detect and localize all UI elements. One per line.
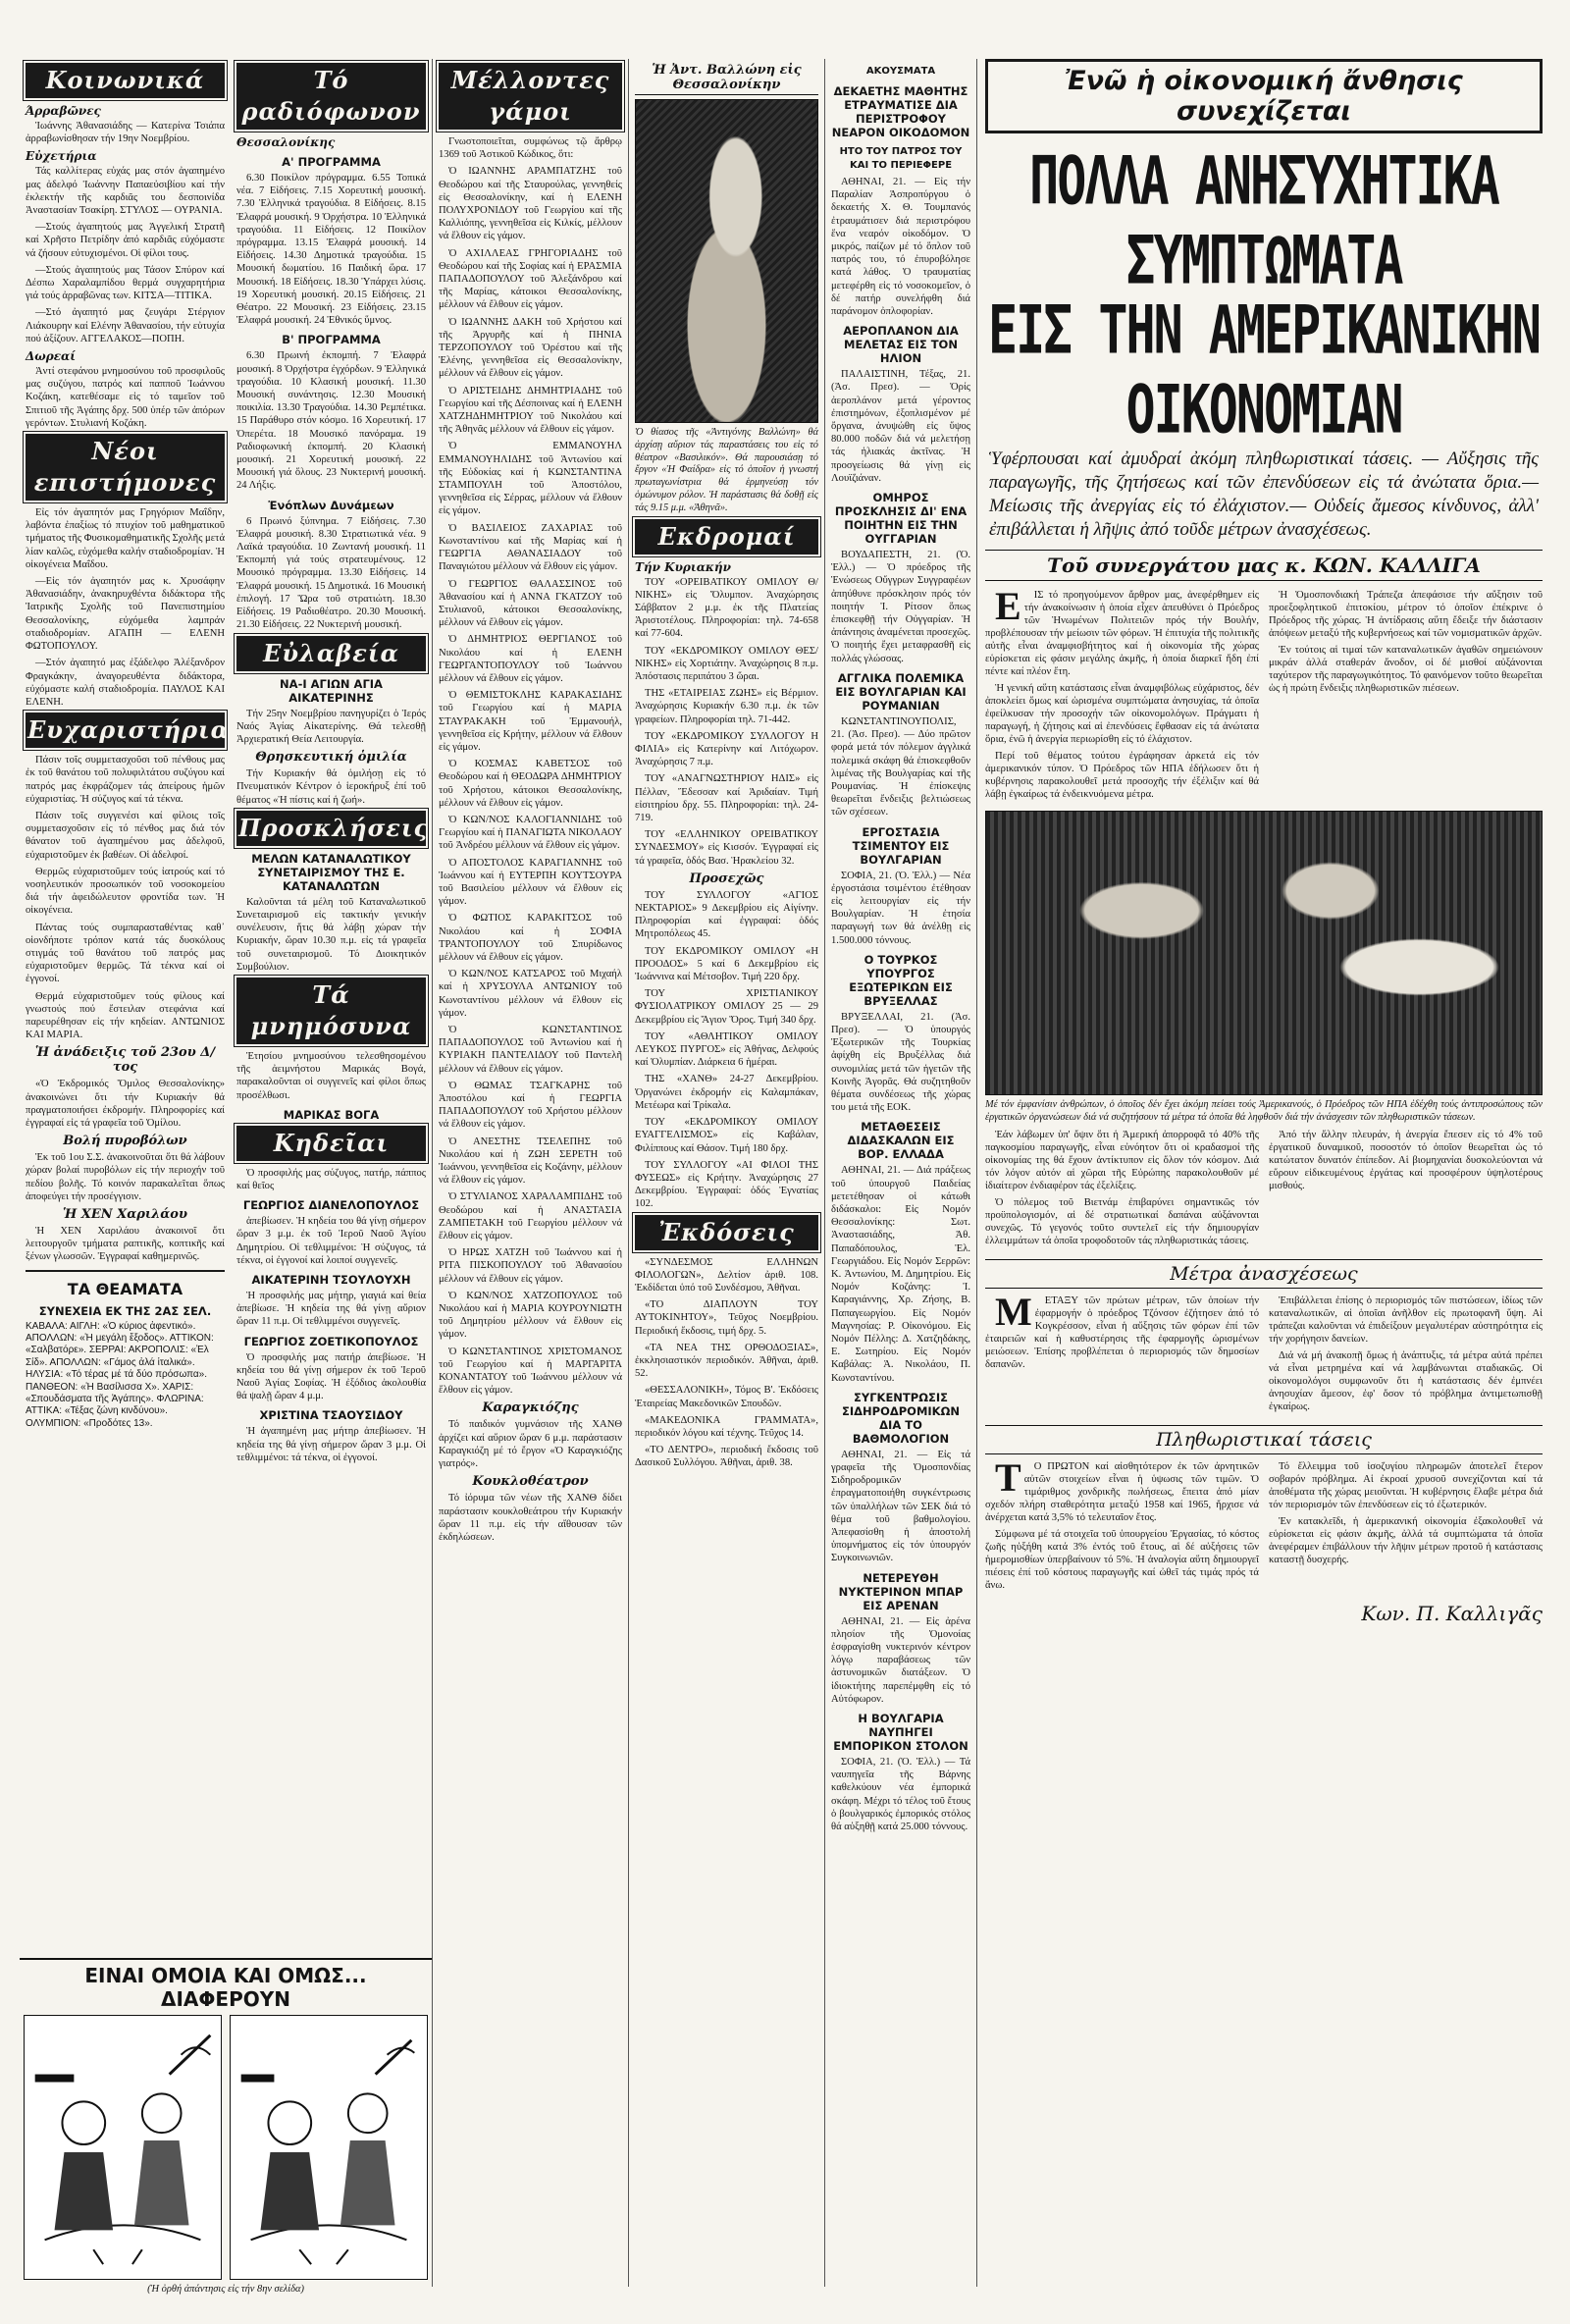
section-title-funerals: Κηδεῖαι xyxy=(236,1126,426,1161)
list-item: Ὁ ΑΠΟΣΤΟΛΟΣ ΚΑΡΑΓΙΑΝΝΗΣ τοῦ Ἰωάννου καί ἡ ΕΥΤΕΡΠΗ ΚΟΥΤΣΟΥΡΑ τοῦ Βασιλείου μέλλουν νά ἔλθουν εἰς γάμον. xyxy=(439,857,622,908)
list-item: ΤΟΥ «ΑΘΛΗΤΙΚΟΥ ΟΜΙΛΟΥ ΛΕΥΚΟΣ ΠΥΡΓΟΣ» εἰς Ἀθήνας, Δελφούς καί Ὀλυμπίαν. Διάρκεια 6 ἡμέραι. xyxy=(635,1030,818,1069)
program-a-text: 6.30 Ποικίλον πρόγραμμα. 6.55 Τοπικά νέα. 7 Εἰδήσεις. 7.15 Χορευτική μουσική. 7.30 Ἑλληνικά τραγούδια. 8 Εἰδήσεις. 8.15 Ἐλαφρά μουσική. 9 Ὀρχήστρα. 10 Ἑλληνικά τραγούδια. 11 Εἰδήσεις. 12 Ποικίλον πρόγραμμα. 13.15 Ἐλαφρά μουσική. 14 Εἰδήσεις. 14.30 Δημοτικά τραγούδια. 15 Μουσική δωματίου. 16 Παιδική ὥρα. 17 Μουσική. 18 Εἰδήσεις. 18.30 Ὑπάρχει λύσις. 19 Χορευτική μουσική. 20.15 Εἰδήσεις. 21 Θέατρο. 22 Μουσική. 23 Εἰδήσεις. 23.15 Ἐλαφρά μουσική. 24 Ἐθνικός ὕμνος. xyxy=(236,173,426,327)
list-item: Ὁ ΒΑΣΙΛΕΙΟΣ ΖΑΧΑΡΙΑΣ τοῦ Κωνσταντίνου καί τῆς Μαρίας καί ἡ ΓΕΩΡΓΙΑ ΑΘΑΝΑΣΙΑΔΟΥ τοῦ Παναγιώτου μέλλουν νά ἔλθουν εἰς γάμον. xyxy=(439,522,622,573)
list-item: ΤΟΥ «ΕΚΔΡΟΜΙΚΟΥ ΣΥΛΛΟΓΟΥ Η ΦΙΛΙΑ» εἰς Κατερίνην καί Λιτόχωρον. Ἀναχώρησις 7 π.μ. xyxy=(635,730,818,768)
list-item: Ὁ ΑΧΙΛΛΕΑΣ ΓΡΗΓΟΡΙΑΔΗΣ τοῦ Θεοδώρου καί τῆς Σοφίας καί ἡ ΕΡΑΣΜΙΑ ΠΑΠΑΔΟΠΟΥΛΟΥ τοῦ Ἀλεξάνδρου καί τῆς Μαρίας, κάτοικοι Θεσσαλονίκης, μέλλουν νά ἔλθουν εἰς γάμον. xyxy=(439,247,622,311)
section-title-piety: Εὐλαβεία xyxy=(236,636,426,671)
headline: ΜΕΤΑΘΕΣΕΙΣ ΔΙΔΑΣΚΑΛΩΝ ΕΙΣ ΒΟΡ. ΕΛΛΑΔΑ xyxy=(847,1120,955,1162)
article-top-columns xyxy=(985,584,1543,805)
kicker: ΑΚΟΥΣΜΑΤΑ xyxy=(865,66,936,77)
text: Τό παιδικόν γυμνάσιον τῆς ΧΑΝΘ ἀρχίζει καί αὔριον ὥραν 6 μ.μ. παράστασιν Καραγκιόζη μέ τό ἔργον «Ὁ Καραγκιόζης γιατρός». xyxy=(439,1419,622,1470)
text: —Στό ἀγαπητό μας ζευγάρι Στέργιον Λιάκουρην καί Ελένην Ἀθανασίου, τήν εὐτυχία πού ἀξίζουν. ΑΓΓΕΛΑΚΟΣ—ΠΟΠΗ. xyxy=(26,307,225,344)
list-item: ΤΟΥ ΕΚΔΡΟΜΙΚΟΥ ΟΜΙΛΟΥ «Η ΠΡΟΟΔΟΣ» 5 καί 6 Δεκεμβρίου εἰς Ἰωάννινα καί Μέτσοβον. Τιμή 220 δρχ. xyxy=(635,945,818,983)
text: Ἐάν λάβωμεν ὑπ' ὄψιν ὅτι ἡ Ἀμερική ἀπορροφᾶ τό 40% τῆς παγκοσμίου παραγωγῆς, εἶναι εὐνόητον ὅτι οἱ κραδασμοί τῆς οἰκονομίας της θά ἔχουν ἀντίκτυπον εἰς ὅλον τόν κόσμον. Διά τόν λόγον αὐτόν αἱ χῶραι τῆς Εὐρώπης παρακολουθοῦν μέ ἰδιαίτερον ἐνδιαφέρον τάς ἐξελίξεις. xyxy=(985,1129,1259,1191)
photo-caption: Ὁ θίασος τῆς «Ἀντιγόνης Βαλλώνη» θά ἀρχίσῃ αὔριον τάς παραστάσεις του εἰς τό θέατρον «Βασιλικόν». Θά παρουσιάσῃ τό ἔργον «Ἡ Φαίδρα» εἰς τό ὁποῖον ἡ γνωστή πρωταγωνίστρια θά ἑρμηνεύσῃ τόν ὁμώνυμον ρόλον. Ἡ παράστασις θά δοθῇ εἰς τάς 9.15 μ.μ. «Ἀθηνᾶ». xyxy=(635,427,818,513)
text: Καλοῦνται τά μέλη τοῦ Καταναλωτικοῦ Συνεταιρισμοῦ εἰς τακτικήν γενικήν συνέλευσιν, ἥτις θά λάβῃ χώραν τήν Κυριακήν, ὥραν 10.30 π.μ. εἰς τά γραφεῖα τοῦ συνεταιρισμοῦ. Τό Διοικητικόν Συμβούλιον. xyxy=(236,896,426,973)
article-middle-columns xyxy=(985,1129,1543,1251)
section-title-new-scientists: Νέοι επιστήμονες xyxy=(26,434,225,501)
section-title-thanks: Ευχαριστήρια xyxy=(26,713,225,748)
section-title-radio: Τό ραδιόφωνον xyxy=(236,63,426,130)
list-item: «ΘΕΣΣΑΛΟΝΙΚΗ», Τόμος Β'. Ἐκδόσεις Ἑταιρείας Μακεδονικῶν Σπουδῶν. xyxy=(635,1385,818,1409)
text: —Στούς ἀγαπητούς μας Τάσον Σπύρον καί Δέσπω Χαραλαμπίδου θερμά συγχαρητήρια γιά τούς ἀρραβῶνας των. ΚΙΤΣΑ—ΤΙΤΙΚΑ. xyxy=(26,264,225,302)
list-item: Ὁ ΑΝΕΣΤΗΣ ΤΣΕΛΕΠΗΣ τοῦ Νικολάου καί ἡ ΖΩΗ ΣΕΡΕΤΗ τοῦ Ἰωάννου, γεννηθεῖσα εἰς Κοζάνην, μέλλουν νά ἔλθουν εἰς γάμον. xyxy=(439,1136,622,1187)
column-radio xyxy=(231,59,432,1953)
list-item: Ὁ ΦΩΤΙΟΣ ΚΑΡΑΚΙΤΣΟΣ τοῦ Νικολάου καί ἡ ΣΟΦΙΑ ΤΡΑΝΤΟΠΟΥΛΟΥ τοῦ Σπυρίδωνος μέλλουν νά ἔλθουν εἰς γάμον. xyxy=(439,913,622,963)
list-item: Ὁ ΚΩΝ/ΝΟΣ ΚΑΤΣΑΡΟΣ τοῦ Μιχαήλ καί ἡ ΧΡΥΣΟΥΛΑ ΑΝΤΩΝΙΟΥ τοῦ Κωνσταντίνου μέλλουν νά ἔλθουν εἰς γάμον. xyxy=(439,969,622,1019)
section-title-publications: Ἐκδόσεις xyxy=(635,1215,818,1250)
list-item: Ὁ ΑΡΙΣΤΕΙΔΗΣ ΔΗΜΗΤΡΙΑΔΗΣ τοῦ Γεωργίου καί τῆς Δέσποινας καί ἡ ΕΛΕΝΗ ΧΑΤΖΗΔΗΜΗΤΡΙΟΥ τοῦ Νικολάου καί τῆς Ἀθηνᾶς μέλλουν νά ἔλθουν εἰς γάμον. xyxy=(439,385,622,436)
text: ΣΟΦΙΑ, 21. (Ὁ. Ἑλλ.) — Νέα ἐργοστάσια τσιμέντου ἐτέθησαν εἰς λειτουργίαν εἰς τήν Βουλγαρίαν. Ἡ ἐτησία παραγωγή των θά ἀνέλθῃ εἰς 1.500.000 τόννους. xyxy=(831,870,970,946)
article-lead: Ὑφέρπουσαι καί ἀμυδραί ἀκόμη πληθωριστικαί τάσεις. — Αὔξησις τῆς παραγωγῆς, τῆς ζητήσεως καί τῶν ἐπενδύσεων εἰς τά ἀνώτατα ὅρια.— Μείωσις τῆς ἀνεργίας εἰς τό ἐλάχιστον.— Οὐδείς ἄμεσος κίνδυνος, ἀλλ' ἐπιβάλλεται ἡ λῆψις ἀπό τοῦδε μέτρων ἀνασχέσεως. xyxy=(989,449,1539,540)
excursions-list xyxy=(635,576,818,868)
list-item: ΤΗΣ «ΧΑΝΘ» 24-27 Δεκεμβρίου. Ὀργανώνει ἐκδρομήν εἰς Καλαμπάκαν, Μετέωρα καί Τρίκαλα. xyxy=(635,1074,818,1111)
text: Ἀπό τήν ἄλλην πλευράν, ἡ ἀνεργία ἔπεσεν εἰς τό 4% τοῦ ἐργατικοῦ δυναμικοῦ, ποσοστόν τό ὁποῖον θεωρεῖται ὡς τό κατώτατον δυνατόν ἐπίπεδον. Αἱ βιομηχανίαι δυσκολεύονται νά εὕρουν εἰδικευμένους ἐργάτας καί προσφέρουν ὑψηλοτέρους μισθούς. xyxy=(1269,1129,1543,1191)
text: ΚΩΝΣΤΑΝΤΙΝΟΥΠΟΛΙΣ, 21. (Ἀσ. Πρεσ). — Δύο πρῶτον φορά μετά τόν πόλεμον ἀγγλικά πολεμικά σκάφη θά ἐπισκεφθοῦν λιμένας τῆς Βουλγαρίας καί τῆς Ρουμανίας. Ἡ ἐπίσκεψις θεωρεῖται ἔνδειξις βελτιώσεως τῶν σχέσεων. xyxy=(831,715,970,819)
text: Πάντας τούς συμπαρασταθέντας καθ᾽ οἱονδήποτε τρόπον κατά τάς δυσκόλους στιγμάς τοῦ θανάτου τοῦ πατρός μας εὐχαριστοῦμεν θερμῶς. Τά τέκνα καί οἱ ἐγγονοί. xyxy=(26,922,225,985)
article-kicker: Ἐνῶ ἡ οἰκονομική ἄνθησις συνεχίζεται xyxy=(985,59,1543,133)
column-excursions xyxy=(628,59,824,2287)
text: Τήν 25ην Νοεμβρίου πανηγυρίζει ὁ Ἱερός Ναός Ἁγίας Αἰκατερίνης. Θά τελεσθῇ Ἀρχιερατική Θεία Λειτουργία. xyxy=(236,708,426,745)
heading: Ἡ ΧΕΝ Χαριλάου xyxy=(63,1207,187,1222)
text: ΜΕΤΑΞΥ τῶν πρώτων μέτρων, τῶν ὁποίων τήν ἐφαρμογήν ὁ πρόεδρος Τζόνσον ἐζήτησεν ἀπό τό Κογκρέσσον, εἶναι ἡ αὔξησις τῶν φόρων ἐπί τῶν ἐταιρειῶν καί ἡ καθυστέρησις τῆς ἐφαρμογῆς ὡρισμένων μειώσεων. Ἐπίσης προβλέπεται ὁ περιορισμός τῶν δημοσίων δαπανῶν. xyxy=(985,1289,1259,1370)
text: Ἡ Ὁμοσπονδιακή Τράπεζα ἀπεφάσισε τήν αὔξησιν τοῦ προεξοφλητικοῦ ἐπιτοκίου, μέτρον τό ὁποῖον ἐπέκρινε ὁ Πρόεδρος τῆς χώρας. Ἡ ἀντίδρασις αὕτη ἔδειξε τήν διάστασιν ἀπόψεων μεταξύ τῆς κυβερνήσεως καί τῶν νομισματικῶν ἀρχῶν. xyxy=(1269,590,1543,639)
text: —Στούς ἀγαπητούς μας Ἀγγελική Στρατῆ καί Χρῆστο Πετρίδην ἀπό καρδιᾶς εὐχόμαστε νά ζήσουν εὐτυχισμένοι. Οἱ φίλοι τους. xyxy=(26,222,225,259)
article-photo-caption: Μέ τόν ἐμφανίσιν ἀνθρώπων, ὁ ὁποῖος δέν ἔχει ἀκόμη πείσει τούς Ἀμερικανούς, ὁ Πρόεδρος τῶν ΗΠΑ ἐδέχθη τούς ἀντιπροσώπους τῶν ἐργατικῶν ὀργανώσεων διά νά συζητήσουν τά μέτρα τά ὁποῖα θά ληφθοῦν διά τήν ἀνάσχεσιν τῶν πληθωριστικῶν τάσεων. xyxy=(985,1099,1543,1123)
text: Ἡ ἀγαπημένη μας μήτηρ ἀπεβίωσεν. Ἡ κηδεία της θά γίνῃ σήμερον ὥραν 3 μ.μ. Οἱ τεθλιμμένοι: τά τέκνα, οἱ ἐγγονοί. xyxy=(236,1426,426,1463)
section-title-society: Κοινωνικά xyxy=(26,63,225,98)
name: ΜΑΡΙΚΑΣ ΒΟΓΑ xyxy=(283,1107,380,1122)
list-item: ΤΟΥ «ΕΛΛΗΝΙΚΟΥ ΟΡΕΙΒΑΤΙΚΟΥ ΣΥΝΔΕΣΜΟΥ» εἰς Κισσόν. Ἐγγραφαί εἰς τά γραφεῖα, ὁδός Βασ. Ἡρακλείου 32. xyxy=(635,829,818,867)
section-title-invitations: Προσκλήσεις xyxy=(236,811,426,846)
text: Γνωστοποιεῖται, συμφώνως τῷ ἄρθρῳ 1369 τοῦ Ἀστικοῦ Κώδικος, ὅτι: xyxy=(439,136,622,161)
article-photo xyxy=(985,811,1543,1095)
text: ΠΑΛΑΙΣΤΙΝΗ, Τέξας, 21. (Ἀσ. Πρεσ). — Ὁρίς ἀεροπλάνον μετά γέροντος ἐπιστημόνων, ἐξοπλισμένον μέ ὄργανα, ἀνυψώθη εἰς ὕψος 80.000 ποδῶν διά νά μελετήσῃ τάς ἡλιακάς ἀκτῖνας. Ἡ προσγείωσις θά γίνῃ εἰς Λουϊζιάναν. xyxy=(831,369,970,484)
text: Ἡ ΧΕΝ Χαριλάου ἀνακοινοῖ ὅτι λειτουργοῦν τμήματα ραπτικῆς, κοπτικῆς καί ξένων γλωσσῶν. Ἐγγραφαί καθημερινῶς. xyxy=(26,1226,225,1263)
list-item: ΤΟΥ «ΟΡΕΙΒΑΤΙΚΟΥ ΟΜΙΛΟΥ Θ/ΝΙΚΗΣ» εἰς Ὄλυμπον. Ἀναχώρησις Σάββατον 2 μ.μ. ἐκ τῆς Πλατείας Ἀριστοτέλους. Πληροφορίαι: τηλ. 74-658 καί 77-604. xyxy=(635,576,818,640)
program-c-text: 6 Πρωινό ξύπνημα. 7 Εἰδήσεις. 7.30 Ἐλαφρά μουσική. 8.30 Στρατιωτικά νέα. 9 Λαϊκά τραγούδια. 10 Ζωντανή μουσική. 11 Ἐκπομπή γιά τούς στρατευμένους. 12 Μουσικό πρόγραμμα. 13.30 Εἰδήσεις. 14 Ἐλαφρά μουσική. 15 Δημοτικά. 16 Μουσική ἐπιλογή. 17 Ὥρα τοῦ στρατιώτη. 18.30 Εἰδήσεις. 19 Ραδιοθέατρο. 20.30 Μουσική. 21.30 Εἰδήσεις. 22 Νυκτερινή μουσική. xyxy=(236,515,426,631)
list-item: ΤΟΥ ΣΥΛΛΟΓΟΥ «ΑΓΙΟΣ ΝΕΚΤΑΡΙΟΣ» 9 Δεκεμβρίου εἰς Αἰγίνην. Πληροφορίαι καί ἐγγραφαί: ὁδός Μητροπόλεως 45. xyxy=(635,889,818,940)
list-item: Ὁ ΓΕΩΡΓΙΟΣ ΘΑΛΑΣΣΙΝΟΣ τοῦ Ἀθανασίου καί ἡ ΑΝΝΑ ΓΚΑΤΖΟΥ τοῦ Στυλιανοῦ, κάτοικοι Θεσσαλονίκης, μέλλουν νά ἔλθουν εἰς γάμον. xyxy=(439,578,622,629)
list-item: Ὁ ΙΩΑΝΝΗΣ ΑΡΑΜΠΑΤΖΗΣ τοῦ Θεοδώρου καί τῆς Σταυρούλας, γεννηθείς εἰς Θεσσαλονίκην, καί ἡ ΕΛΕΝΗ ΠΟΛΥΧΡΟΝΙΔΟΥ τοῦ Γεωργίου καί τῆς Καλλιόπης, γεννηθεῖσα εἰς Κιλκίς, μέλλουν νά ἔλθουν εἰς γάμον. xyxy=(439,166,622,242)
article-measures-columns xyxy=(985,1289,1543,1417)
article-section-inflation: Πληθωριστικαί τάσεις xyxy=(985,1425,1543,1454)
text: Ἐτησίου μνημοσύνου τελεσθησομένου τῆς ἀειμνήστου Μαρικάς Βογά, παρακαλοῦνται οἱ συγγενεῖς καί φίλοι ὅπως προσέλθωσι. xyxy=(236,1050,426,1101)
article-title-line2: ΕΙΣ ΤΗΝ ΑΜΕΡΙΚΑΝΙΚΗΝ ΟΙΚΟΝΟΜΙΑΝ xyxy=(987,291,1541,449)
article-title-line1: ΠΟΛΛΑ ΑΝΗΣΥΧΗΤΙΚΑ ΣΥΜΠΤΩΜΑΤΑ xyxy=(1029,142,1498,299)
list-item: «ΣΥΝΔΕΣΜΟΣ ΕΛΛΗΝΩΝ ΦΙΛΟΛΟΓΩΝ», Δελτίον ἀριθ. 108. Ἐκδίδεται ὑπό τοῦ Συνδέσμου, Ἀθῆναι. xyxy=(635,1256,818,1294)
text: Ἡ προσφιλής μας μήτηρ, γιαγιά καί θεία ἀπεβίωσε. Ἡ κηδεία της θά γίνῃ αὔριον ὥραν 11 π.μ. Οἱ τεθλιμμένοι συγγενεῖς. xyxy=(236,1290,426,1328)
article-byline: Τοῦ συνεργάτου μας κ. ΚΩΝ. ΚΑΛΛΙΓΑ xyxy=(985,550,1543,581)
headline: ΑΕΡΟΠΛΑΝΟΝ ΔΙΑ ΜΕΛΕΤΑΣ ΕΙΣ ΤΟΝ ΗΛΙΟΝ xyxy=(843,324,959,366)
list-item: ΤΟΥ ΣΥΛΛΟΓΟΥ «ΑΙ ΦΙΛΟΙ ΤΗΣ ΦΥΣΕΩΣ» εἰς Κρήτην. Ἀναχώρησις 27 Δεκεμβρίου. Ἐγγραφαί: ὁδός Ἐγνατίας 102. xyxy=(635,1159,818,1210)
cartoon-drawing xyxy=(25,2016,221,2279)
program-c-heading: Ἐνόπλων Δυνάμεων xyxy=(268,498,394,512)
list-item: Ὁ ΚΟΣΜΑΣ ΚΑΒΕΤΣΟΣ τοῦ Θεοδώρου καί ἡ ΘΕΟΔΩΡΑ ΔΗΜΗΤΡΙΟΥ τοῦ Χρήστου, κάτοικοι Θεσσαλονίκης, μέλλουν νά ἔλθουν εἰς γάμον. xyxy=(439,759,622,809)
cartoon-title: ΕΙΝΑΙ ΟΜΟΙΑ ΚΑΙ ΟΜΩΣ... ΔΙΑΦΕΡΟΥΝ xyxy=(84,1964,367,2011)
text: Ἐν κατακλεῖδι, ἡ ἀμερικανική οἰκονομία ἐξακολουθεῖ νά εὑρίσκεται εἰς φάσιν ἀκμῆς, ἀλλά τά συμπτώματα τά ὁποῖα ἀνεφέραμεν ἐπιβάλλουν τήν λῆψιν μέτρων προτοῦ ἡ κατάστασις καταστῇ δυσχερής. xyxy=(1269,1515,1543,1565)
list-item: ΤΟΥ ΧΡΙΣΤΙΑΝΙΚΟΥ ΦΥΣΙΟΛΑΤΡΙΚΟΥ ΟΜΙΛΟΥ 25 — 29 Δεκεμβρίου εἰς Ἅγιον Ὄρος. Τιμή 340 δρχ. xyxy=(635,988,818,1026)
cartoon-caption: (Ἡ ὀρθή ἀπάντησις εἰς τήν 8ην σελίδα) xyxy=(147,2284,304,2295)
column-news xyxy=(824,59,976,2287)
headline: Ο ΤΟΥΡΚΟΣ ΥΠΟΥΡΓΟΣ ΕΞΩΤΕΡΙΚΩΝ ΕΙΣ ΒΡΥΞΕΛΛΑΣ xyxy=(849,952,953,1008)
text: Εἰς τόν ἀγαπητόν μας Γρηγόριον Μαΐδην, λαβόντα ἐπαξίως τό πτυχίον τοῦ μαθηματικοῦ τμήματος τῆς Φυσικομαθηματικῆς Σχολῆς μετά λίαν καλῶς, εὐχόμεθα καλήν σταδιοδρομίαν. Ἡ οἰκογένεια Μαΐδου. xyxy=(26,507,225,570)
theatre-listing: ΚΑΒΑΛΑ: ΑΙΓΛΗ: «Ὁ κύριος ἀφεντικό». ΑΠΟΛΛΩΝ: «Ἡ μεγάλη ἔξοδος». ΑΤΤΙΚΟΝ: «Σαλβατόρε». ΣΕΡΡΑΙ: ΑΚΡΟΠΟΛΙΣ: «Ἐλ Σίδ». ΑΠΟΛΛΩΝ: «Γάμος ἀλά ἱταλικά». ΗΛΥΣΙΑ: «Τό τέρας μέ τά δύο πρόσωπα». ΠΑΝΘΕΟΝ: «Ἡ Βασίλισσα Χ». ΧΑΡΙΣ: «Σπουδάσματα τῆς Ἀγάπης». ΦΛΩΡΙΝΑ: ΑΤΤΙΚΑ: «Τέξας ζώνη κινδύνου». ΟΛΥΜΠΙΟΝ: «Προδότες 13». xyxy=(26,1320,214,1429)
program-b-heading: Β' ΠΡΟΓΡΑΜΜΑ xyxy=(282,333,381,347)
text: ΣΟΦΙΑ, 21. (Ὁ. Ἑλλ.) — Τά ναυπηγεῖα τῆς Βάρνης καθελκύουν νέα ἐμπορικά σκάφη. Μέχρι τό τέλος τοῦ ἔτους ὁ βουλγαρικός ἐμπορικός στόλος θά αὐξηθῇ κατά 25.000 τόννους. xyxy=(831,1757,970,1833)
text: Ἰωάννης Ἀθανασιάδης — Κατερίνα Τσιάπα ἀρραβωνίσθησαν τήν 19ην Νοεμβρίου. xyxy=(26,121,225,145)
section-title-memorials: Τά μνημόσυνα xyxy=(236,977,426,1044)
list-item: ΤΟΥ «ΕΚΔΡΟΜΙΚΟΥ ΟΜΙΛΟΥ ΕΥΑΓΓΕΛΙΣΜΟΣ» εἰς Καβάλαν, Φιλίππους καί Θάσον. Τιμή 180 δρχ. xyxy=(635,1117,818,1154)
list-item: «ΤΑ ΝΕΑ ΤΗΣ ΟΡΘΟΔΟΞΙΑΣ», ἐκκλησιαστικόν περιοδικόν. Ἀθῆναι, ἀριθ. 52. xyxy=(635,1342,818,1380)
program-b-text: 6.30 Πρωινή ἐκπομπή. 7 Ἐλαφρά μουσική. 8 Ὀρχήστρα ἐγχόρδων. 9 Ἑλληνικά τραγούδια. 10 Κλασική μουσική. 11.30 Μουσική συνάντησις. 12.30 Μουσική ποικιλία. 13.30 Τραγούδια. 14.30 Ρεμπέτικα. 15 Παράθυρο στόν κόσμο. 16 Χορευτική. 17 Ὀπερέτα. 18 Μουσικό πανόραμα. 19 Ραδιοφωνική ἐκπομπή. 20 Κλασική μουσική. 21 Χορευτική μουσική. 22 Μουσική γιά ὅλους. 23 Νυκτερινή μουσική. 24 Λήξις. xyxy=(236,350,426,492)
newspaper-page xyxy=(20,59,1550,2295)
list-item: Ὁ ΘΕΜΙΣΤΟΚΛΗΣ ΚΑΡΑΚΑΣΙΔΗΣ τοῦ Γεωργίου καί ἡ ΜΑΡΙΑ ΣΤΑΥΡΑΚΑΚΗ τοῦ Ἐμμανουήλ, γεννηθεῖσα εἰς Κρήτην, μέλλουν νά ἔλθουν εἰς γάμον. xyxy=(439,690,622,753)
text: Θερμῶς εὐχαριστοῦμεν τούς ἰατρούς καί τό νοσηλευτικόν προσωπικόν τοῦ νοσοκομείου διά τήν ἀφειδώλευτον φροντίδα των. Ἡ οἰκογένεια. xyxy=(26,866,225,917)
cartoon-drawing xyxy=(231,2016,427,2279)
heading: Καραγκιόζης xyxy=(482,1400,579,1416)
subsection-donations: Δωρεαί xyxy=(26,349,77,364)
list-item: Ὁ ΣΤΥΛΙΑΝΟΣ ΧΑΡΑΛΑΜΠΙΔΗΣ τοῦ Θεοδώρου καί ἡ ΑΝΑΣΤΑΣΙΑ ΖΑΜΠΕΤΑΚΗ τοῦ Γεωργίου μέλλουν νά ἔλθουν εἰς γάμον. xyxy=(439,1191,622,1242)
text: Ὁ προσφιλής μας σύζυγος, πατήρ, πάππος καί θεῖος xyxy=(236,1167,426,1191)
name: ΓΕΩΡΓΙΟΣ ΖΟΕΤΙΚΟΠΟΥΛΟΣ xyxy=(243,1334,419,1348)
list-item: «ΤΟ ΔΙΑΠΛΟΥΝ ΤΟΥ ΑΥΤΟΚΙΝΗΤΟΥ», Τεῦχος Νοεμβρίου. Περιοδική ἔκδοσις, τιμή δρχ. 5. xyxy=(635,1299,818,1337)
text: ΤΟ ΠΡΩΤΟΝ καί αἰσθητότερον ἐκ τῶν ἀρνητικῶν αὐτῶν στοιχείων εἶναι ἡ ὑψωσις τῶν τιμῶν. Ὁ τιμάριθμος χονδρικῆς πωλήσεως, ἔπειτα ἀπό μίαν σχεδόν πλήρη σταθερότητα μεταξύ 1958 καί 1965, ἤρχισε νά ἀνέρχεται κατά 3,5% τό τελευταῖον ἔτος. xyxy=(985,1454,1259,1523)
text: Πάσιν τοῖς συγγενέσι καί φίλοις τοῖς συμμετασχοῦσιν εἰς τό πένθος μας διά τόν θάνατον τοῦ ἀγαπημένου μας ἀδελφοῦ, εὐχαριστοῦμεν ἐκ βαθέων. Οἱ ἀδελφοί. xyxy=(26,810,225,861)
text: Πάσιν τοῖς συμμετασχοῦσι τοῦ πένθους μας ἐκ τοῦ θανάτου τοῦ πολυφιλτάτου συζύγου καί πατρός μας ἐκφράζομεν τάς ἀπείρους ἡμῶν εὐχαριστίας. Ἡ σύζυγος καί τά τέκνα. xyxy=(26,755,225,805)
text: ΕΙΣ τό προηγούμενον ἄρθρον μας, ἀνεφέρθημεν εἰς τήν ἀνακοίνωσιν ἡ ὁποία εἶχεν ἀπευθύνει ὁ Πρόεδρος τῶν Ἡνωμένων Πολιτειῶν πρός τήν Βουλήν, προβλέπουσαν τήν μείωσιν τῶν φόρων. Ἡ ἐπιτυχία τῆς πολιτικῆς αὐτῆς εἶναι ἀναμφισβήτητος καί ἡ οἰκονομία τῆς χώρας εὑρίσκεται εἰς φάσιν μεγάλης ἀκμῆς, ἡ ὁποία διαρκεῖ ἤδη ἐπί πέντε καί πλέον ἔτη. xyxy=(985,584,1259,677)
article-section-measures: Μέτρα ἀνασχέσεως xyxy=(985,1259,1543,1289)
headline: ΣΥΓΚΕΝΤΡΩΣΙΣ ΣΙΔΗΡΟΔΡΟΜΙΚΩΝ ΔΙΑ ΤΟ ΒΑΘΜΟΛΟΓΙΟΝ xyxy=(841,1390,960,1446)
list-item: Ὁ ΔΗΜΗΤΡΙΟΣ ΘΕΡΓΙΑΝΟΣ τοῦ Νικολάου καί ἡ ΕΛΕΝΗ ΓΕΩΡΓΑΝΤΟΠΟΥΛΟΥ τοῦ Ἰωάννου μέλλουν νά ἔλθουν εἰς γάμον. xyxy=(439,634,622,684)
subsection-wishes: Εὐχετήρια xyxy=(26,149,97,164)
section-title-excursions: Εκδρομαί xyxy=(635,519,818,555)
list-item: ΤΗΣ «ΕΤΑΙΡΕΙΑΣ ΖΩΗΣ» εἰς Βέρμιον. Ἀναχώρησις Κυριακήν 6.30 π.μ. ἐκ τῶν γραφείων. Πληροφορίαι τηλ. 71-442. xyxy=(635,688,818,725)
text: Τό ἔλλειμμα τοῦ ἰσοζυγίου πληρωμῶν ἀποτελεῖ ἕτερον σοβαρόν πρόβλημα. Αἱ ἐκροαί χρυσοῦ συνεχίζονται καί τά ἀποθέματα τῆς χώρας μειοῦνται. Ἡ κυβέρνησις ἔλαβε μέτρα διά τόν περιορισμόν τῶν ἐπενδύσεων εἰς τό ἐξωτερικόν. xyxy=(1269,1460,1543,1510)
text: ΑΘΗΝΑΙ, 21. — Εἰς ἀρένα πλησίον τῆς Ὁμονοίας ἐσφραγίσθη νυκτερινόν κέντρον λόγῳ παραβάσεως τῶν ἀστυνομικῶν διατάξεων. Ὁ ἰδιοκτήτης παρεπέμφθη εἰς τό Αὐτόφωρον. xyxy=(831,1615,970,1705)
text: Ἡ γενική αὕτη κατάστασις εἶναι ἀναμφιβόλως εὐχάριστος, δέν ἀποκλείει ὅμως καί ὡρισμένα συμπτώματα ἀνησυχίας, τά ὁποῖα ἐφείλκυσαν τήν προσοχήν τῶν οἰκονομολόγων. Πράγματι ἡ παραγωγή, ἡ ζήτησις καί αἱ ἐπενδύσεις ἔφθασαν εἰς τά ἀνώτατα ὅρια, ἐνῶ ἡ ἀνεργία περιωρίσθη εἰς τό ἐλάχιστον. xyxy=(985,683,1259,745)
text: Σύμφωνα μέ τά στοιχεῖα τοῦ ὑπουργείου Ἐργασίας, τό κόστος ζωῆς ηὐξήθη κατά 3% ἐντός τοῦ ἔτους, αἱ δέ αὐξήσεις τῶν ἡμερομισθίων ὑπερβαίνουν τό 5%. Ἡ ἀναλογία αὕτη δημιουργεῖ πιέσεις ἐπί τοῦ κόστους παραγωγῆς καί ὠθεῖ τάς τιμάς πρός τά ἄνω. xyxy=(985,1528,1259,1591)
text: —Εἰς τόν ἀγαπητόν μας κ. Χρυσάφην Ἀθανασιάδην, ἀνακηρυχθέντα διδάκτορα τῆς Ἰατρικῆς Σχολῆς τοῦ Πανεπιστημίου Θεσσαλονίκης, εὐχόμεθα λαμπράν σταδιοδρομίαν. ΑΓΑΠΗ — ΕΛΕΝΗ ΦΩΤΟΠΟΥΛΟΥ. xyxy=(26,576,225,653)
article-signature: Κων. Π. Καλλιγᾶς xyxy=(1361,1601,1543,1625)
actress-photo xyxy=(635,99,818,423)
headline: ΟΜΗΡΟΣ ΠΡΟΣΚΛΗΣΙΣ ΔΙ' ΕΝΑ ΠΟΙΗΤΗΝ ΕΙΣ ΤΗΝ ΟΥΓΓΑΡΙΑΝ xyxy=(834,491,968,547)
heading: Κουκλοθέατρον xyxy=(472,1474,589,1490)
text: ΒΡΥΞΕΛΛΑΙ, 21. (Ἀσ. Πρεσ). — Ὁ ὑπουργός Ἐξωτερικῶν τῆς Τουρκίας ἀφίχθη εἰς Βρυξέλλας διά συνομιλίας μετά τῶν ἡγετῶν τῆς Κοινῆς Ἀγορᾶς. Θά συζητηθοῦν θέματα συνδέσεως τῆς χώρας του μετά τῆς ΕΟΚ. xyxy=(831,1011,970,1114)
heading: Προσεχῶς xyxy=(689,871,764,886)
section-title-weddings: Μέλλοντες γάμοι xyxy=(439,63,622,130)
text: Ὁ πόλεμος τοῦ Βιετνάμ ἐπιβαρύνει σημαντικῶς τόν προϋπολογισμόν, αἱ δέ στρατιωτικαί δαπάναι αὐξάνονται συνεχῶς. Τό γεγονός τοῦτο συντελεῖ εἰς τήν δημιουργίαν ἐλλειμμάτων τά ὁποῖα τροφοδοτοῦν τάς πληθωριστικάς τάσεις. xyxy=(985,1196,1259,1246)
heading: Ἡ ἀνάδειξις τοῦ 23ου Δ/τος xyxy=(34,1045,216,1076)
headline: ΝΕΤΕΡΕΥΘΗ ΝΥΚΤΕΡΙΝΟΝ ΜΠΑΡ ΕΙΣ ΑΡΕΝΑΝ xyxy=(838,1570,964,1612)
text: Τό ἰόρυμα τῶν νέων τῆς ΧΑΝΘ δίδει παράστασιν κουκλοθεάτρου τήν Κυριακήν ὥραν 11 π.μ. εἰς τήν αἴθουσαν τῶν ἐκδηλώσεων. xyxy=(439,1493,622,1543)
text: Ἐπιβάλλεται ἐπίσης ὁ περιορισμός τῶν πιστώσεων, ἰδίως τῶν καταναλωτικῶν, αἱ ὁποῖαι ἀνῆλθον εἰς πρωτοφανῆ ὕψη. Αἱ τράπεζαι καλοῦνται νά ἐπιδείξουν μεγαλυτέραν αὐστηρότητα εἰς τήν χορήγησιν δανείων. xyxy=(1269,1294,1543,1345)
article-inflation-columns xyxy=(985,1454,1543,1596)
heading: Θρησκευτική ὁμιλία xyxy=(255,750,407,766)
photo-title: Ἡ Ἀντ. Βαλλώνη εἰς Θεσσαλονίκην xyxy=(635,63,818,95)
theatre-subheading: ΣΥΝΕΧΕΙΑ ΕΚ ΤΗΣ 2ΑΣ ΣΕΛ. xyxy=(38,1303,212,1318)
subsection-thessaloniki: Θεσσαλονίκης xyxy=(236,135,336,149)
list-item: Ὁ ΘΩΜΑΣ ΤΣΑΓΚΑΡΗΣ τοῦ Ἀποστόλου καί ἡ ΓΕΩΡΓΙΑ ΠΑΠΑΔΟΠΟΥΛΟΥ τοῦ Χρήστου μέλλουν νά ἔλθουν εἰς γάμον. xyxy=(439,1080,622,1131)
list-item: ΤΟΥ «ΑΝΑΓΝΩΣΤΗΡΙΟΥ ΗΔΙΣ» εἰς Πέλλαν, Ἔδεσσαν καί Ἀριδαίαν. Τιμή εἰσιτηρίου δρχ. 55. Πληροφορίαι: τηλ. 24-719. xyxy=(635,773,818,824)
subsection-sunday: Τήν Κυριακήν xyxy=(635,559,731,574)
weddings-list xyxy=(439,165,622,1397)
text: Τήν Κυριακήν θά ὁμιλήσῃ εἰς τό Πνευματικόν Κέντρον ὁ ἱεροκήρυξ ἐπί τοῦ θέματος «Ἡ πίστις καί ἡ ζωή». xyxy=(236,768,426,806)
text: ΑΘΗΝΑΙ, 21. — Εἰς τήν Παραλίαν Ἀσπροπύργου ὁ δεκαετής Χ. Θ. Τουμπανός ἐτραυμάτισεν διά περιστρόφου ἕνα νεαρόν οἰκοδόμον. Ὁ μικρός, παίζων μέ τό ὅπλον τοῦ πατρός του, τό ἐπυροβόλησε κατά λάθος. Ὁ τραυματίας μετεφέρθη εἰς τό νοσοκομεῖον, ὁ δέ πατήρ συνελήφθη διά παράνομον ὀπλοφορίαν. xyxy=(831,177,970,318)
list-item: Ὁ ΗΡΩΣ ΧΑΤΖΗ τοῦ Ἰωάννου καί ἡ ΡΙΤΑ ΠΙΣΚΟΠΟΥΛΟΥ τοῦ Ἀθανασίου μέλλουν νά ἔλθουν εἰς γάμον. xyxy=(439,1247,622,1285)
text: Τάς καλλίτερας εὐχάς μας στόν ἀγαπημένο μας ἀδελφό Ἰωάννην Παπαεὐσιβίου καί τήν ἐκλεκτήν τῆς καρδιᾶς του δεσποινίδα Ἀναστασίαν Τσακίρη. ΣΤΥΛΟΣ — ΟΥΡΑΝΙΑ. xyxy=(26,166,225,217)
text: ἀπεβίωσεν. Ἡ κηδεία του θά γίνῃ σήμερον ὥραν 3 μ.μ. ἐκ τοῦ Ἱεροῦ Ναοῦ Ἁγίου Δημητρίου. Οἱ τεθλιμμένοι: Ἡ σύζυγος, τά τέκνα, οἱ ἐγγονοί καί λοιποί συγγενεῖς. xyxy=(236,1216,426,1266)
list-item: ΤΟΥ «ΕΚΔΡΟΜΙΚΟΥ ΟΜΙΛΟΥ ΘΕΣ/ΝΙΚΗΣ» εἰς Χορτιάτην. Ἀναχώρησις 8 π.μ. Ἀπόστασις περιπάτου 3 ὥραι. xyxy=(635,645,818,682)
column-weddings xyxy=(432,59,628,2287)
text: ΑΘΗΝΑΙ, 21. — Εἰς τά γραφεῖα τῆς Ὁμοσπονδίας Σιδηροδρομικῶν ἐπραγματοποιήθη συγκέντρωσις τῶν ὑπαλλήλων τῶν ΣΕΚ διά τό θέμα τοῦ βαθμολογίου. Ἀπεφασίσθη ἡ ἀποστολή ὑπομνήματος εἰς τόν ὑπουργόν Συγκοινωνιῶν. xyxy=(831,1449,970,1564)
list-item: «ΜΑΚΕΔΟΝΙΚΑ ΓΡΑΜΜΑΤΑ», περιοδικόν λόγου καί τέχνης. Τεῦχος 14. xyxy=(635,1414,818,1439)
list-item: Ὁ ΙΩΑΝΝΗΣ ΔΑΚΗ τοῦ Χρήστου καί τῆς Ἀργυρῆς καί ἡ ΠΗΝΙΑ ΤΕΡΖΟΠΟΥΛΟΥ τοῦ Ὀρέστου καί τῆς Ἑλένης, γεννηθεῖσα εἰς Θεσσαλονίκην, μέλλουν νά ἔλθουν εἰς γάμον. xyxy=(439,316,622,380)
main-article xyxy=(976,59,1550,2287)
text: ΒΟΥΔΑΠΕΣΤΗ, 21. (Ὁ. Ἑλλ.) — Ὁ πρόεδρος τῆς Ἑνώσεως Οὔγγρων Συγγραφέων ἀπηύθυνε πρόσκλησιν πρός τόν ποιητήν Ἰ. Ρίτσον ὅπως ἐπισκεφθῇ τήν Οὐγγαρίαν. Ἡ ἀπάντησις ἀναμένεται προσεχῶς. Ὁ ποιητής ἔχει μεταφρασθῆ εἰς πολλάς γλώσσας. xyxy=(831,550,970,664)
text: Θερμά εὐχαριστοῦμεν τούς φίλους καί γνωστούς πού ἔστειλαν στεφάνια καί παρευρέθησαν εἰς τήν κηδείαν. ΑΝΤΩΝΙΟΣ ΚΑΙ ΜΑΡΙΑ. xyxy=(26,990,225,1041)
heading: ΝΑ-Ι ΑΓΙΩΝ ΑΓΙΑ ΑΙΚΑΤΕΡΙΝΗΣ xyxy=(280,676,383,705)
headline: Η ΒΟΥΛΓΑΡΙΑ ΝΑΥΠΗΓΕΙ ΕΜΠΟΡΙΚΟΝ ΣΤΟΛΟΝ xyxy=(833,1712,968,1754)
headline: ΕΡΓΟΣΤΑΣΙΑ ΤΣΙΜΕΝΤΟΥ ΕΙΣ ΒΟΥΛΓΑΡΙΑΝ xyxy=(852,824,950,867)
text: Ἐν τούτοις αἱ τιμαί τῶν καταναλωτικῶν ἀγαθῶν σημειώνουν μικράν ἀλλά σταθεράν ἄνοδον, οἱ δέ μισθοί αὐξάνονται ταχύτερον τῆς παραγωγικότητος. Τό φαινόμενον τοῦτο θεωρεῖται ὡς ἡ πρώτη ἔνδειξις πληθωριστικῶν πιέσεων. xyxy=(1269,645,1543,694)
headline: ΑΓΓΛΙΚΑ ΠΟΛΕΜΙΚΑ ΕΙΣ ΒΟΥΛΓΑΡΙΑΝ ΚΑΙ ΡΟΥΜΑΝΙΑΝ xyxy=(835,670,967,713)
heading: ΜΕΛΩΝ ΚΑΤΑΝΑΛΩΤΙΚΟΥ ΣΥΝΕΤΑΙΡΙΣΜΟΥ ΤΗΣ Ε. ΚΑΤΑΝΑΛΩΤΩΝ xyxy=(251,851,411,893)
text: Ἀντί στεφάνου μνημοσύνου τοῦ προσφιλοῦς μας συζύγου, πατρός καί παπποῦ Ἰωάννου Κοζάκη, κατεθέσαμε εἰς τό ταμεῖον τοῦ Σπιτιοῦ τῆς Ἁγάπης δρχ. 500 ὑπέρ τῶν ἀπόρων γερόντων. Στυλιανή Κοζάκη. xyxy=(26,366,225,429)
text: Περί τοῦ θέματος τούτου ἐγράφησαν ἀρκετά εἰς τόν ἀμερικανικόν τύπον. Ὁ Πρόεδρος τῶν ΗΠΑ ἐδήλωσεν ὅτι ἡ κυβέρνησις παρακολουθεῖ μετά προσοχῆς τήν ἐξέλιξιν καί θά λάβῃ ἐγκαίρως τά ἐνδεικνυόμενα μέτρα. xyxy=(985,751,1259,800)
subsection-engagements: Άρραβῶνες xyxy=(26,104,101,118)
text: ΑΘΗΝΑΙ, 21. — Διά πράξεως τοῦ ὑπουργοῦ Παιδείας μετετέθησαν οἱ κάτωθι διδάσκαλοι: Εἰς Νομόν Θεσσαλονίκης: Σωτ. Ἀναστασιάδης, Ἀθ. Παπαδόπουλος, Ἐλ. Γεωργιάδου. Εἰς Νομόν Σερρῶν: Κ. Ἀντωνίου, Μ. Δημητρίου. Εἰς Νομόν Κοζάνης: Ἰ. Καραγιάννης, Χρ. Ζήσης, Β. Παπαγεωργίου. Εἰς Νομόν Μαγνησίας: Ρ. Οἰκονόμου. Εἰς Νομόν Πέλλης: Δ. Χατζηδάκης, Ε. Σωτηρίου. Εἰς Νομόν Καβάλας: Ἀ. Νικολάου, Π. Κωνσταντίνου. xyxy=(831,1165,970,1384)
name: ΓΕΩΡΓΙΟΣ ΔΙΑΝΕΛΟΠΟΥΛΟΣ xyxy=(242,1198,420,1213)
theatre-heading: ΤΑ ΘΕΑΜΑΤΑ xyxy=(67,1279,183,1298)
list-item: Ὁ ΚΩΝΣΤΑΝΤΙΝΟΣ ΧΡΙΣΤΟΜΑΝΟΣ τοῦ Γεωργίου καί ἡ ΜΑΡΓΑΡΙΤΑ ΚΟΝΑΝΤΑΤΟΥ τοῦ Ἰωάννου μέλλουν νά ἔλθουν εἰς γάμον. xyxy=(439,1346,622,1397)
name: ΑΙΚΑΤΕΡΙΝΗ ΤΣΟΥΛΟΥΧΗ xyxy=(251,1272,411,1287)
cartoon-block xyxy=(20,1958,432,2295)
list-item: Ὁ ΚΩΝ/ΝΟΣ ΧΑΤΖΟΠΟΥΛΟΣ τοῦ Νικολάου καί ἡ ΜΑΡΙΑ ΚΟΥΡΟΥΝΙΩΤΗ τοῦ Δημητρίου μέλλουν νά ἔλθουν εἰς γάμον. xyxy=(439,1290,622,1341)
list-item: Ὁ ΚΩΝ/ΝΟΣ ΚΑΛΟΓΙΑΝΝΙΔΗΣ τοῦ Γεωργίου καί ἡ ΠΑΝΑΓΙΩΤΑ ΝΙΚΟΛΑΟΥ τοῦ Ἀνδρέου μέλλουν νά ἔλθουν εἰς γάμον. xyxy=(439,814,622,852)
publications-list xyxy=(635,1256,818,1470)
list-item: Ὁ ΚΩΝΣΤΑΝΤΙΝΟΣ ΠΑΠΑΔΟΠΟΥΛΟΣ τοῦ Ἀντωνίου καί ἡ ΚΥΡΙΑΚΗ ΠΑΝΤΕΛΙΔΟΥ τοῦ Παντελῆ μέλλουν νά ἔλθουν εἰς γάμον. xyxy=(439,1025,622,1075)
text: Διά νά μή ἀνακοπῇ ὅμως ἡ ἀνάπτυξις, τά μέτρα αὐτά πρέπει νά εἶναι μετρημένα καί νά λαμβάνωνται σταδιακῶς. Οἱ οἰκονομολόγοι συμφωνοῦν ὅτι ἡ κατάστασις δέν ἐμπνέει ἀνησυχίαν ἄμεσον, ἐφ' ὅσον τό πρόβλημα ἀντιμετωπισθῇ ἐγκαίρως. xyxy=(1269,1349,1543,1412)
name: ΧΡΙΣΤΙΝΑ ΤΣΑΟΥΣΙΔΟΥ xyxy=(259,1408,403,1423)
heading: Βολή πυροβόλων xyxy=(63,1134,187,1149)
subheadline: ΗΤΟ ΤΟΥ ΠΑΤΡΟΣ ΤΟΥ ΚΑΙ ΤΟ ΠΕΡΙΕΦΕΡΕ xyxy=(839,146,963,171)
headline: ΔΕΚΑΕΤΗΣ ΜΑΘΗΤΗΣ ΕΤΡΑΥΜΑΤΙΣΕ ΔΙΑ ΠΕΡΙΣΤΡΟΦΟΥ ΝΕΑΡΟΝ ΟΙΚΟΔΟΜΟΝ xyxy=(831,84,970,139)
program-a-heading: Α' ΠΡΟΓΡΑΜΜΑ xyxy=(282,155,381,169)
text: Ἐκ τοῦ 1ου Σ.Σ. ἀνακοινοῦται ὅτι θά λάβουν χώραν βολαί πυροβόλων εἰς τήν περιοχήν τοῦ πεδίου βολῆς. Τό κοινόν παρακαλεῖται ὅπως ἀποφεύγει τήν προσέγγισιν. xyxy=(26,1152,225,1202)
upcoming-list xyxy=(635,889,818,1211)
cartoon-panel-left xyxy=(24,2015,222,2280)
list-item: Ὁ ΕΜΜΑΝΟΥΗΛ ΕΜΜΑΝΟΥΗΛΙΔΗΣ τοῦ Ἀντωνίου καί τῆς Εὐδοκίας καί ἡ ΚΩΝΣΤΑΝΤΙΝΑ ΣΤΑΜΠΟΥΛΗ τοῦ Ἀποστόλου, γεννηθεῖσα εἰς Σέρρας, μέλλουν νά ἔλθουν εἰς γάμον. xyxy=(439,441,622,517)
list-item: «ΤΟ ΔΕΝΤΡΟ», περιοδική ἔκδοσις τοῦ Δασικοῦ Συλλόγου. Ἀθῆναι, ἀριθ. 38. xyxy=(635,1445,818,1469)
text: «Ὁ Ἐκδρομικός Ὅμιλος Θεσσαλονίκης» ἀνακοινώνει ὅτι τήν Κυριακήν θά πραγματοποιήσει ἐκδρομήν. Πληροφορίες καί ἐγγραφαί εἰς τά γραφεῖα τοῦ Ὁμίλου. xyxy=(26,1079,225,1129)
column-society xyxy=(20,59,231,2287)
text: —Στόν ἀγαπητό μας ἐξάδελφο Ἀλέξανδρον Φραγκάκην, ἀναγορευθέντα διδάκτορα, εὐχόμαστε καλή σταδιοδρομία. ΠΑΥΛΟΣ ΚΑΙ ΕΛΕΝΗ. xyxy=(26,658,225,708)
cartoon-panel-right xyxy=(230,2015,428,2280)
text: Ὁ προσφιλής μας πατήρ ἀπεβίωσε. Ἡ κηδεία του θά γίνῃ σήμερον ἐκ τοῦ Ἱεροῦ Ναοῦ Ἁγίας Σοφίας. Ἡ ἐξόδιος ἀκολουθία θά ψαλῇ ὥραν 4 μ.μ. xyxy=(236,1351,426,1402)
